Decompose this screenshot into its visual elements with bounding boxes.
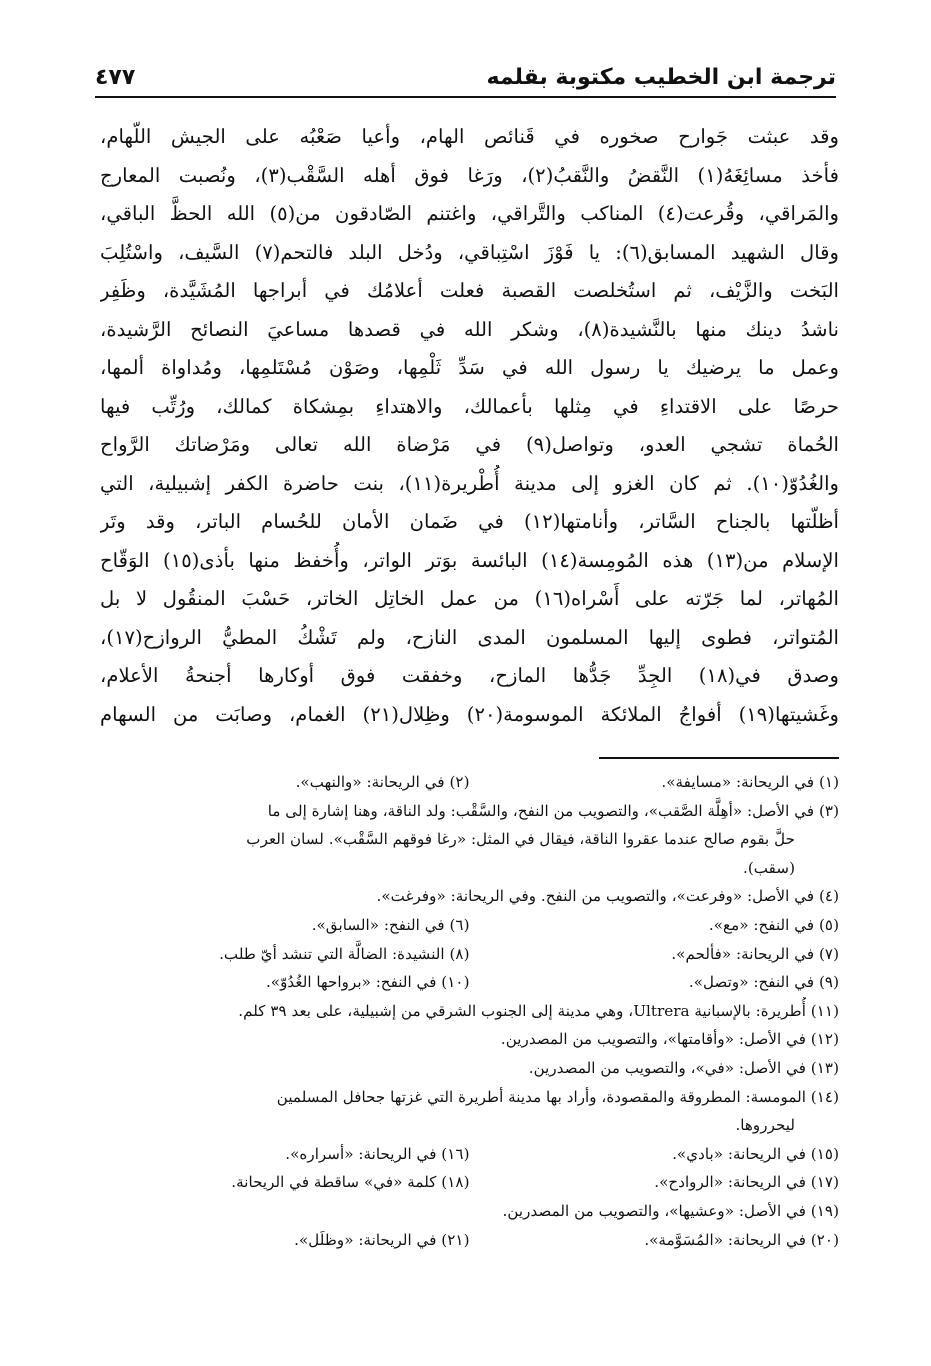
footnote-16: (١٦) في الريحانة: «أسراره». bbox=[285, 1144, 470, 1163]
footnote-3-cont: (سقب). bbox=[743, 858, 795, 877]
footnote-separator bbox=[599, 757, 839, 759]
footnote-row bbox=[100, 1226, 839, 1255]
text-line: البَخت والزَّيْف، ثم استُخلصت القصبة فعلت أعلامُك في أبراجها المُشَيَّدة، وظَفِر bbox=[100, 279, 839, 302]
header-title: ترجمة ابن الخطيب مكتوبة بقلمه bbox=[486, 64, 836, 90]
text-line: فأخذ مسائِغَهُ(١) النَّقضُ والنَّقبُ(٢)، ورَغا فوق أهله السَّقْب(٣)، ونُصبت المعارج bbox=[100, 163, 839, 187]
footnote-20: (٢٠) في الريحانة: «المُسَوَّمة». bbox=[644, 1230, 839, 1249]
footnote-13: (١٣) في الأصل: «في»، والتصويب من المصدرين. bbox=[528, 1058, 839, 1077]
footnote-12: (١٢) في الأصل: «وأقامتها»، والتصويب من المصدرين. bbox=[500, 1030, 839, 1049]
text-line: وعمل ما يرضيك يا رسول الله في سَدِّ ثَلْمِها، وصَوْن مُسْتَلمِها، ومُداواة ألمها، bbox=[100, 356, 839, 379]
text-line: المُتواتر، فطوى إليها المسلمون المدى النازح، ولم تَشْكُ المطيُّ الروازح(١٧)، bbox=[100, 625, 839, 649]
text-line: ناشدُ دينك منها بالنَّشيدة(٨)، وشكر الله في قصدها مساعيَ النصائح الرَّشيدة، bbox=[100, 317, 839, 341]
footnote-7: (٧) في الريحانة: «فألحم». bbox=[671, 944, 839, 963]
footnote-8: (٨) النشيدة: الضالَّة التي تنشد أيّ طلب. bbox=[219, 944, 470, 963]
footnote-row bbox=[100, 1140, 839, 1169]
footnote-row bbox=[100, 940, 839, 969]
footnote-15: (١٥) في الريحانة: «بادي». bbox=[672, 1144, 839, 1163]
footnote-18: (١٨) كلمة «في» ساقطة في الريحانة. bbox=[231, 1173, 470, 1192]
footnote-5: (٥) في النفح: «مع». bbox=[708, 915, 839, 934]
text-line: وغَشيتها(١٩) أفواجُ الملائكة الموسومة(٢٠) وظِلال(٢١) الغمام، وصابَت من السهام bbox=[100, 702, 839, 726]
footnote-row bbox=[100, 968, 839, 997]
footnote-9: (٩) في النفح: «وتصل». bbox=[688, 973, 839, 992]
main-text bbox=[100, 118, 839, 734]
text-line: أظلّتها بالجناح السَّاتر، وأنامتها(١٢) في ضَمان الأمان للحُسام الباتر، وقد وتَر bbox=[100, 510, 839, 533]
text-line: والغُدُوّ(١٠). ثم كان الغزو إلى مدينة أُطْريرة(١١)، بنت حاضرة الكفر إشبيلية، التي bbox=[100, 471, 839, 495]
text-line: وقد عبثت جَوارح صخوره في قَنائص الهام، وأعيا صَعْبُه على الجيش اللّهام، bbox=[100, 125, 839, 148]
footnote-row bbox=[100, 911, 839, 940]
text-line: الإسلام من(١٣) هذه المُومِسة(١٤) البائسة بوَتر الواتر، وأُخفظ منها بأذى(١٥) الوَقّاح bbox=[100, 548, 839, 572]
page-number: ٤٧٧ bbox=[95, 64, 136, 90]
footnote-17: (١٧) في الريحانة: «الروادح». bbox=[654, 1173, 839, 1192]
footnote-10: (١٠) في النفح: «برواحها الغُدُوّ». bbox=[265, 973, 470, 992]
footnote-4: (٤) في الأصل: «وفرعت»، والتصويب من النفح. وفي الريحانة: «وفرغت». bbox=[376, 887, 839, 906]
footnote-row bbox=[100, 768, 839, 797]
footnote-14-cont: ليحرروها. bbox=[735, 1116, 795, 1135]
footnote-19: (١٩) في الأصل: «وعشيها»، والتصويب من المصدرين. bbox=[502, 1201, 839, 1220]
footnotes bbox=[100, 768, 839, 1254]
footnote-1: (١) في الريحانة: «مسايفة». bbox=[661, 773, 839, 791]
text-line: وصدق في(١٨) الجِدِّ جَدُّها المازح، وخفقت فوق أوكارها أجنحةُ الأعلام، bbox=[100, 664, 839, 687]
footnote-14: (١٤) المومسة: المطروقة والمقصودة، وأراد بها مدينة أطريرة التي غزتها جحافل المسلمين bbox=[276, 1087, 839, 1106]
text-line: الحُماة تشجي العدو، وتواصل(٩) في مَرْضاة الله تعالى ومَرْضاتك الرَّواح bbox=[100, 433, 839, 456]
text-line: وقال الشهيد المسابق(٦): يا فَوْزَ اسْتِباقي، ودُخل البلد فالتحم(٧) السَّيف، واسْتُلِبَ bbox=[100, 240, 839, 264]
footnote-3: (٣) في الأصل: «أهِلَّة الصَّقب»، والتصويب من النفح، والسَّقْب: ولد الناقة، وهنا إشارة إلى ما bbox=[267, 801, 839, 820]
footnote-3-cont: حلَّ بقوم صالح عندما عقروا الناقة، فيقال في المثل: «رغا فوقهم السَّقْب». لسان العرب bbox=[246, 830, 795, 849]
text-line: والمَراقي، وقُرعت(٤) المناكب والتَّراقي، واغتنم الصّادقون من(٥) الله الحظَّ الباقي، bbox=[100, 202, 839, 225]
footnote-11: (١١) أُطريرة: بالإسبانية Ultrera، وهي مدينة إلى الجنوب الشرقي من إشبيلية، على بعد ٣٩ كلم. bbox=[238, 1001, 839, 1020]
footnote-2: (٢) في الريحانة: «والنهب». bbox=[295, 773, 470, 791]
footnote-6: (٦) في النفح: «السابق». bbox=[311, 915, 470, 934]
running-header bbox=[95, 58, 836, 98]
text-line: المُهاتر، لما جَرّته على أَسْراه(١٦) من عمل الخاتِل الخاتر، حَسْبَ المنقُول لا بل bbox=[100, 587, 839, 610]
text-line: حرصًا على الاقتداءِ في مِثلها بأعمالك، والاهتداءِ بمِشكاة كمالك، ورُتِّب فيها bbox=[100, 394, 839, 418]
footnote-row bbox=[100, 1168, 839, 1197]
footnote-21: (٢١) في الريحانة: «وظلَل». bbox=[294, 1230, 470, 1249]
